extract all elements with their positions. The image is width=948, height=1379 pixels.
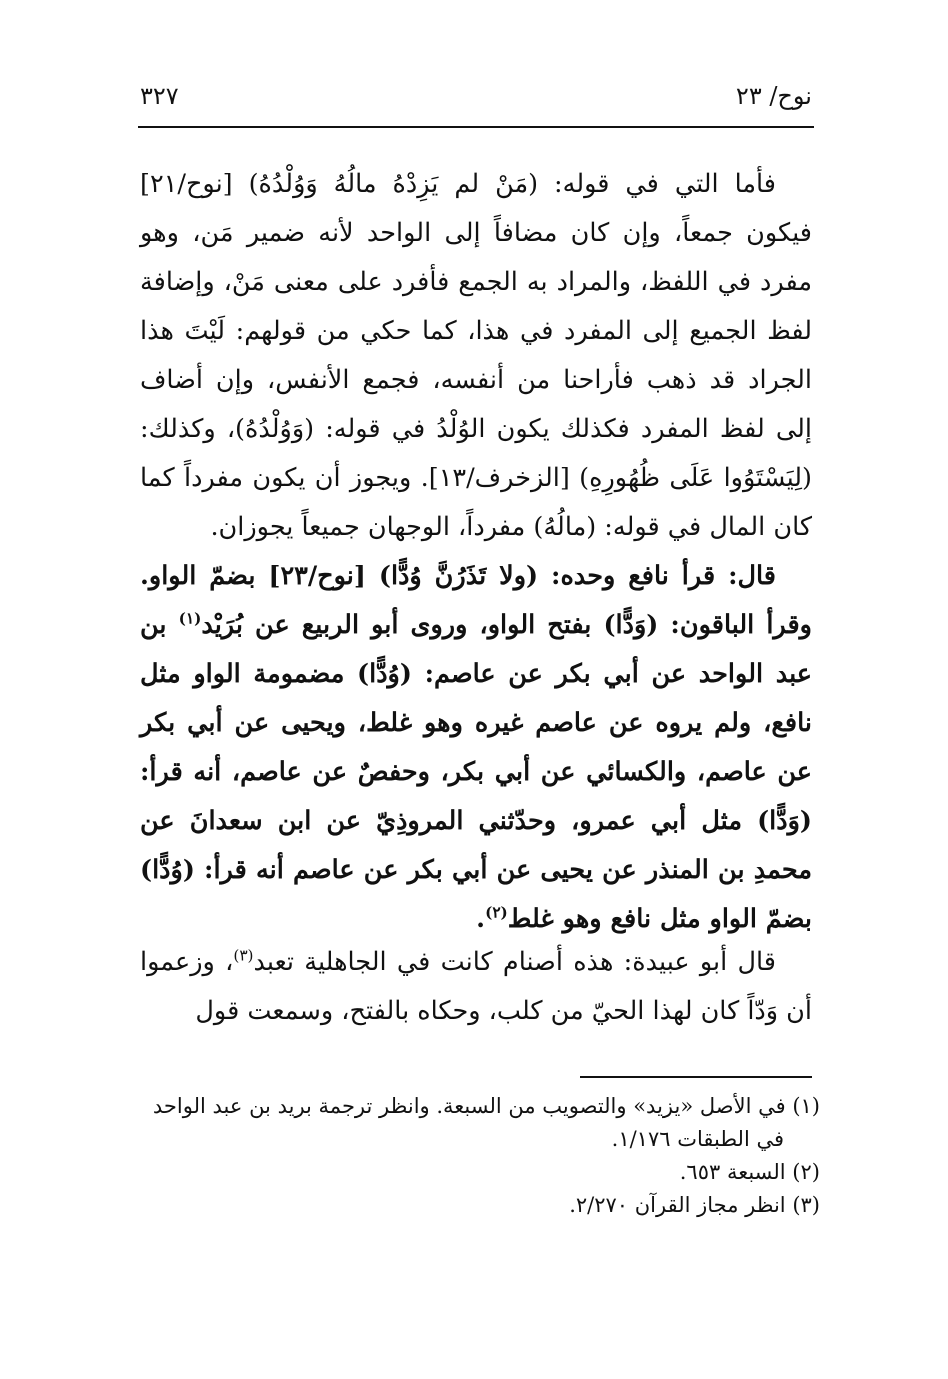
footnote-2: (٢) السبعة ٦٥٣. <box>679 1160 820 1184</box>
running-title: نوح/ ٢٣ <box>735 82 812 110</box>
page-number: ٣٢٧ <box>140 82 179 110</box>
paragraph-3 <box>140 938 812 1036</box>
footnote-ref-2: (٢) <box>485 903 508 922</box>
footnote-3: (٣) انظر مجاز القرآن ٢/٢٧٠. <box>569 1193 820 1217</box>
paragraph-2-end: . <box>476 904 486 934</box>
footnote-1-line-2: في الطبقات ١/١٧٦. <box>611 1127 784 1151</box>
page-header <box>140 78 812 118</box>
footnote-1-line-1: (١) في الأصل «يزيد» والتصويب من السبعة. وانظر ترجمة بريد بن عبد الواحد <box>152 1094 820 1118</box>
paragraph-3-text-a: قال أبو عبيدة: هذه أصنام كانت في الجاهلية تعبد <box>253 947 776 977</box>
footnote-ref-1: (١) <box>178 609 202 628</box>
paragraph-3-text-b: ، وزعموا أن وَدّاً كان لهذا الحيّ من كلب، وحكاه بالفتح، وسمعت قول <box>140 947 812 1026</box>
paragraph-2-text-a: قال: قرأ نافع وحده: (ولا تَذَرُنَّ وُدًّا) [نوح/٢٣] بضمّ الواو. وقرأ الباقون: (وَدًّا) بفتح الواو، وروى أبو الربيع عن بُرَيْد <box>140 561 812 640</box>
paragraph-1: فأما التي في قوله: (مَنْ لم يَزِدْهُ مالُهُ وَوُلْدُهُ) [نوح/٢١] فيكون جمعاً، وإن كان مضافاً إلى الواحد لأنه ضمير مَن، وهو مفرد في اللفظ، والمراد به الجمع فأفرد على معنى مَنْ، وإضافة لفظ الجميع إلى المفرد في هذا، كما حكي من قولهم: لَيْتَ هذا الجراد قد ذهب فأراحنا من أنفسه، فجمع الأنفس، وإن أضاف إلى لفظ المفرد فكذلك يكون الوُلْدُ في قوله: (وَوُلْدُهُ)، وكذلك: (لِيَسْتَوُوا عَلَى ظُهُورِهِ) [الزخرف/١٣]. ويجوز أن يكون مفرداً كما كان المال في قوله: (مالُهُ) مفرداً، الوجهان جميعاً يجوزان. <box>140 169 813 542</box>
footnote-rule <box>580 1076 812 1078</box>
paragraph-2 <box>140 552 812 944</box>
footnotes <box>140 1090 820 1222</box>
footnote-ref-3: (٣) <box>233 946 254 965</box>
header-rule <box>138 126 814 128</box>
paragraph-2-text-b: بن عبد الواحد عن أبي بكر عن عاصم: (وُدًّا) مضمومة الواو مثل نافع، ولم يروه عن عاصم غيره وهو غلط، ويحيى عن أبي بكر عن عاصم، والكسائي عن أبي بكر، وحفصٌ عن عاصم، أنه قرأ: (وَدًّا) مثل أبي عمرو، وحدّثني المروذِيّ عن ابن سعدانَ عن محمدِ بن المنذر عن يحيى عن أبي بكر عن عاصم أنه قرأ: (وُدًّا) بضمّ الواو مثل نافع وهو غلط <box>140 610 812 934</box>
